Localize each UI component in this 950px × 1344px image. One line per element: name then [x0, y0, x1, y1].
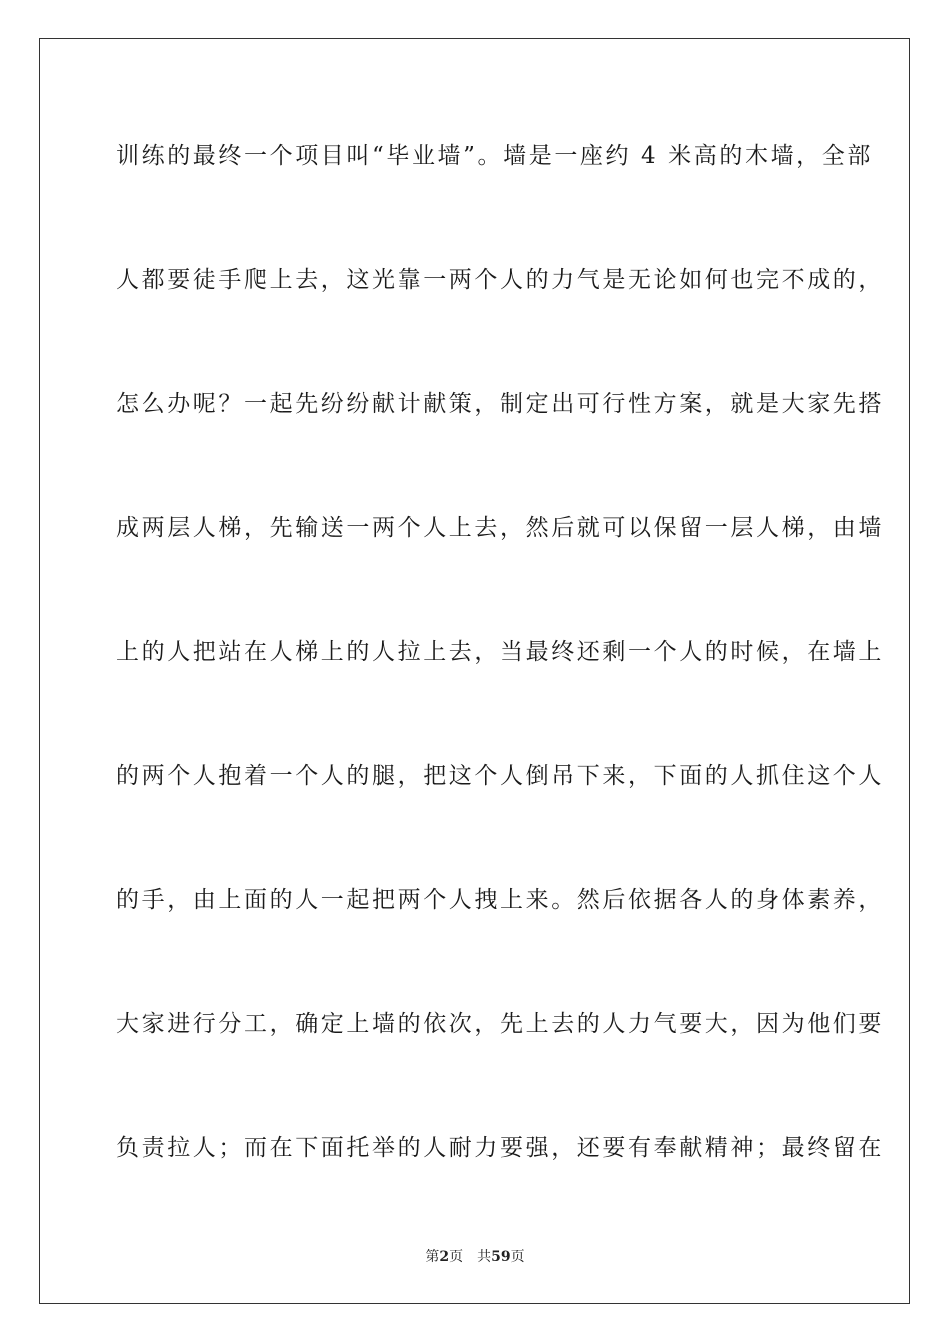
- total-prefix: 共: [477, 1249, 492, 1265]
- body-line-8: 大家进行分工，确定上墙的依次，先上去的人力气要大，因为他们要: [116, 1011, 884, 1037]
- body-line-3: 怎么办呢？一起先纷纷献计献策，制定出可行性方案，就是大家先搭: [116, 391, 884, 417]
- body-line-9: 负责拉人；而在下面托举的人耐力要强，还要有奉献精神；最终留在: [116, 1135, 884, 1161]
- page-footer: [0, 1247, 950, 1267]
- body-line-5: 上的人把站在人梯上的人拉上去，当最终还剩一个人的时候，在墙上: [116, 639, 884, 665]
- page-suffix: 页: [449, 1249, 464, 1265]
- total-pages: 59: [491, 1249, 511, 1265]
- body-line-1: 训练的最终一个项目叫“毕业墙”。墙是一座约 4 米高的木墙，全部: [116, 143, 873, 169]
- page-number: 2: [439, 1249, 450, 1265]
- body-line-6: 的两个人抱着一个人的腿，把这个人倒吊下来，下面的人抓住这个人: [116, 763, 884, 789]
- page-prefix: 第: [425, 1249, 440, 1265]
- body-line-7: 的手，由上面的人一起把两个人拽上来。然后依据各人的身体素养，: [116, 887, 884, 913]
- total-suffix: 页: [510, 1249, 525, 1265]
- body-line-2: 人都要徒手爬上去，这光靠一两个人的力气是无论如何也完不成的，: [116, 267, 884, 293]
- document-body: [116, 132, 884, 1248]
- body-line-4: 成两层人梯，先输送一两个人上去，然后就可以保留一层人梯，由墙: [116, 515, 884, 541]
